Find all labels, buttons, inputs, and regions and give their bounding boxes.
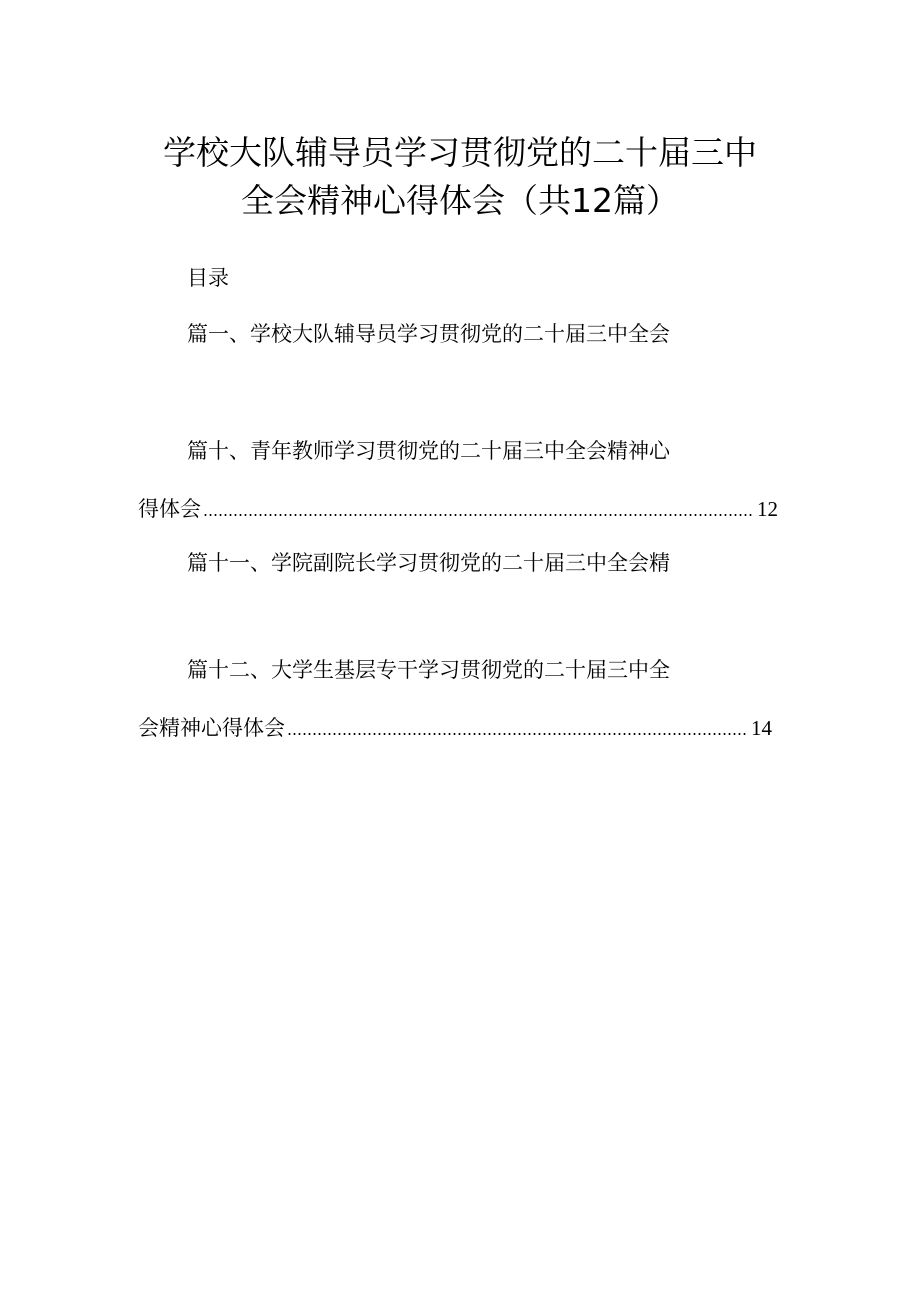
toc-entry-10-page: 12 <box>757 497 778 521</box>
toc-entry-1-line-1[interactable]: 篇一、学校大队辅导员学习贯彻党的二十届三中全会 <box>187 322 670 346</box>
toc-leader-dots <box>287 733 747 735</box>
toc-entry-12-page: 14 <box>751 716 772 740</box>
toc-entry-12-line-1[interactable]: 篇十二、大学生基层专干学习贯彻党的二十届三中全 <box>187 658 670 682</box>
toc-entry-10-line-2[interactable] <box>138 494 778 524</box>
toc-entry-11-line-1[interactable]: 篇十一、学院副院长学习贯彻党的二十届三中全会精 <box>187 551 670 575</box>
document-title-line-1: 学校大队辅导员学习贯彻党的二十届三中 <box>163 133 757 172</box>
toc-heading: 目录 <box>187 266 229 290</box>
toc-entry-12-line-2[interactable] <box>138 713 772 743</box>
toc-entry-10-text: 得体会 <box>138 497 201 521</box>
document-title-line-2: 全会精神心得体会（共12篇） <box>241 181 679 220</box>
toc-leader-dots <box>203 514 753 516</box>
toc-entry-12-text: 会精神心得体会 <box>138 716 285 740</box>
toc-entry-10-line-1[interactable]: 篇十、青年教师学习贯彻党的二十届三中全会精神心 <box>187 439 670 463</box>
